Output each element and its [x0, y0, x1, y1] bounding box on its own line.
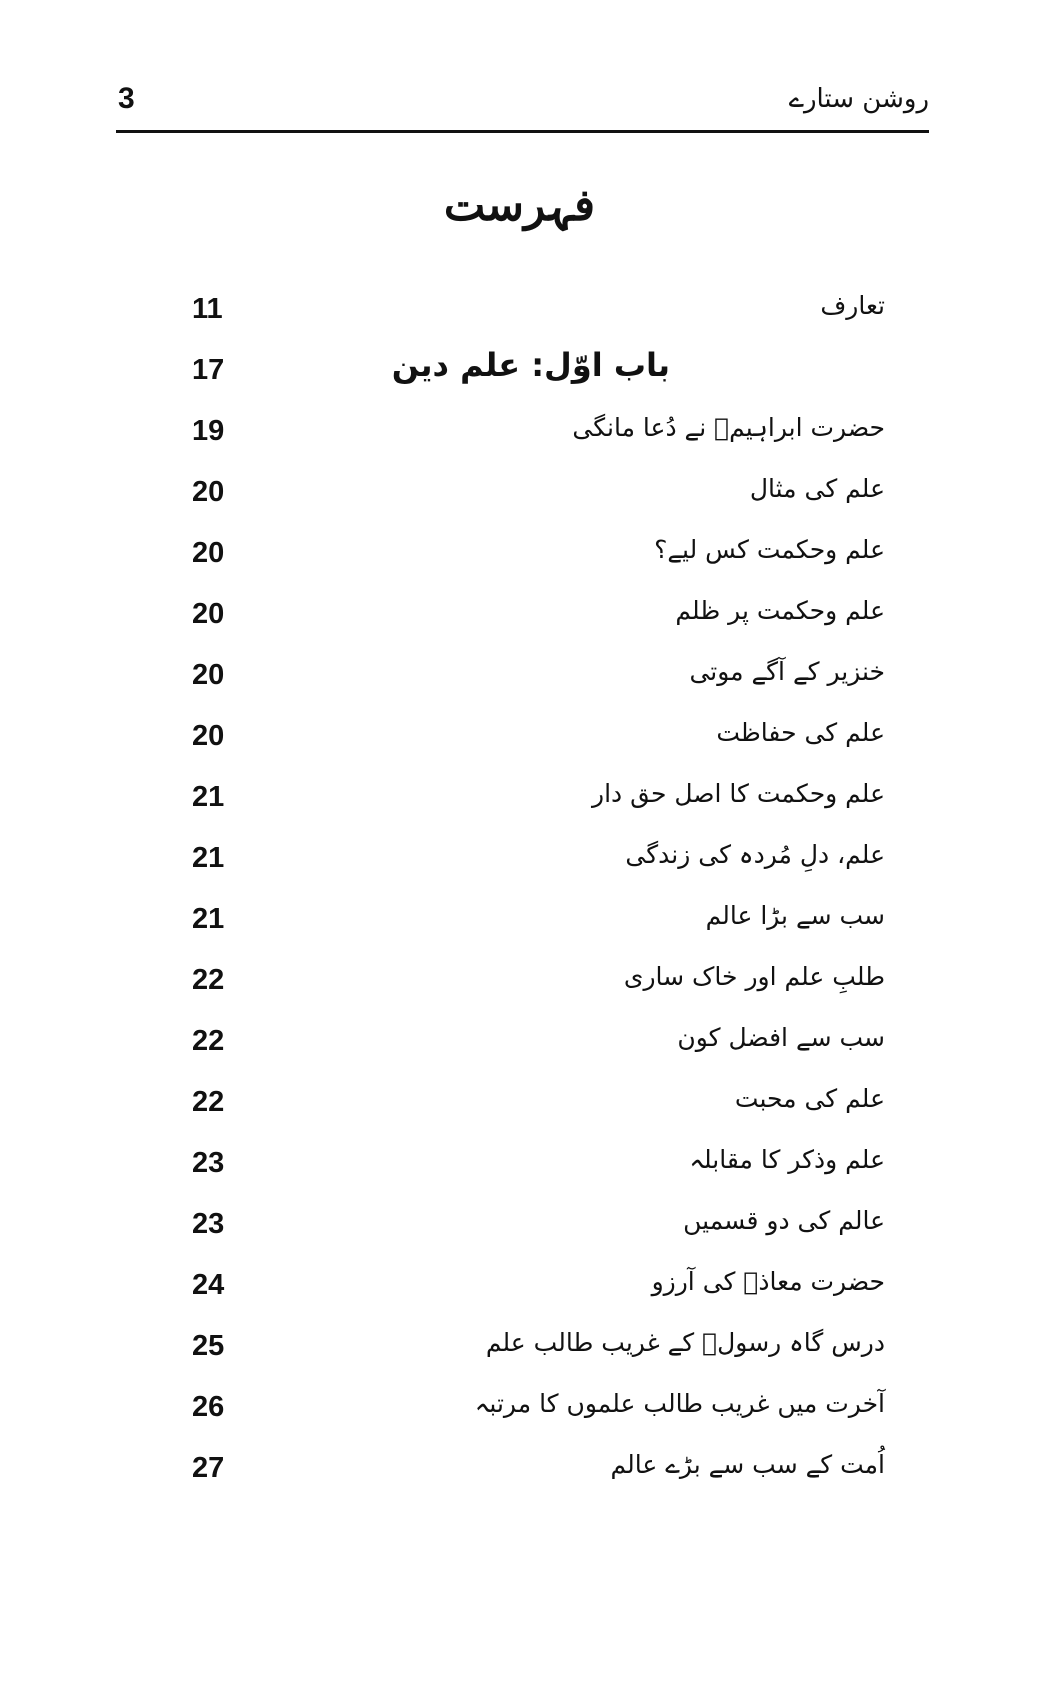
toc-entry — [150, 712, 885, 773]
toc-entry — [150, 1139, 885, 1200]
entry-page-number: 11 — [192, 293, 223, 325]
page-number: 3 — [118, 82, 135, 115]
entry-page-number: 23 — [192, 1147, 225, 1179]
toc-entry — [150, 407, 885, 468]
entry-title: علم کی محبت — [734, 1084, 885, 1113]
header-rule — [116, 130, 929, 133]
entry-page-number: 19 — [192, 415, 225, 447]
entry-page-number: 22 — [192, 1025, 225, 1057]
toc-entry — [150, 1078, 885, 1139]
chapter-heading — [150, 346, 885, 407]
toc-entry — [150, 1444, 885, 1505]
toc-entry — [150, 1261, 885, 1322]
toc-entry — [150, 1383, 885, 1444]
entry-title: علم وحکمت کا اصل حق دار — [592, 779, 885, 808]
toc-entry — [150, 285, 885, 346]
toc-entry — [150, 895, 885, 956]
entry-page-number: 23 — [192, 1208, 225, 1240]
entry-page-number: 20 — [192, 598, 225, 630]
running-title: روشن ستارے — [788, 84, 929, 114]
entry-page-number: 20 — [192, 537, 225, 569]
entry-title: اُمت کے سب سے بڑے عالم — [610, 1450, 885, 1479]
entry-title: درس گاہ رسولؐ کے غریب طالب علم — [485, 1328, 885, 1357]
entry-title: تعارف — [820, 291, 885, 320]
entry-title: علم وحکمت کس لیے؟ — [654, 535, 885, 564]
toc-entry — [150, 956, 885, 1017]
entry-page-number: 26 — [192, 1391, 225, 1423]
entry-page-number: 27 — [192, 1452, 225, 1484]
entry-title: حضرت ابراہیمؑ نے دُعا مانگی — [572, 413, 885, 442]
entry-page-number: 24 — [192, 1269, 225, 1301]
entry-title: علم کی حفاظت — [716, 718, 885, 747]
entry-title: سب سے افضل کون — [677, 1023, 885, 1052]
entry-title: طلبِ علم اور خاک ساری — [623, 962, 885, 991]
entry-page-number: 21 — [192, 781, 225, 813]
entry-title: علم کی مثال — [749, 474, 885, 503]
entry-page-number: 21 — [192, 903, 225, 935]
entry-page-number: 22 — [192, 1086, 225, 1118]
toc-entry — [150, 1200, 885, 1261]
toc-entry — [150, 1017, 885, 1078]
toc-entry — [150, 529, 885, 590]
entry-title: علم، دلِ مُردہ کی زندگی — [625, 840, 885, 869]
entry-page-number: 25 — [192, 1330, 225, 1362]
entry-page-number: 17 — [192, 354, 225, 386]
entry-page-number: 20 — [192, 659, 225, 691]
toc-entry — [150, 773, 885, 834]
toc-entry — [150, 651, 885, 712]
toc-entry — [150, 1322, 885, 1383]
toc-entry — [150, 468, 885, 529]
toc-entry — [150, 834, 885, 895]
entry-page-number: 20 — [192, 476, 225, 508]
entry-title: سب سے بڑا عالم — [705, 901, 885, 930]
toc-entry — [150, 590, 885, 651]
entry-title: آخرت میں غریب طالب علموں کا مرتبہ — [474, 1389, 885, 1418]
toc-title: فہرست — [443, 180, 596, 231]
entry-page-number: 22 — [192, 964, 225, 996]
entry-title: حضرت معاذؓ کی آرزو — [651, 1267, 885, 1296]
entry-title: عالم کی دو قسمیں — [683, 1206, 885, 1235]
entry-title: خنزیر کے آگے موتی — [689, 657, 885, 686]
entry-page-number: 20 — [192, 720, 225, 752]
entry-title: باب اوّل: علم دین — [391, 346, 670, 384]
entry-title: علم وحکمت پر ظلم — [675, 596, 885, 625]
table-of-contents — [150, 285, 885, 1505]
entry-title: علم وذکر کا مقابلہ — [689, 1145, 885, 1174]
entry-page-number: 21 — [192, 842, 225, 874]
